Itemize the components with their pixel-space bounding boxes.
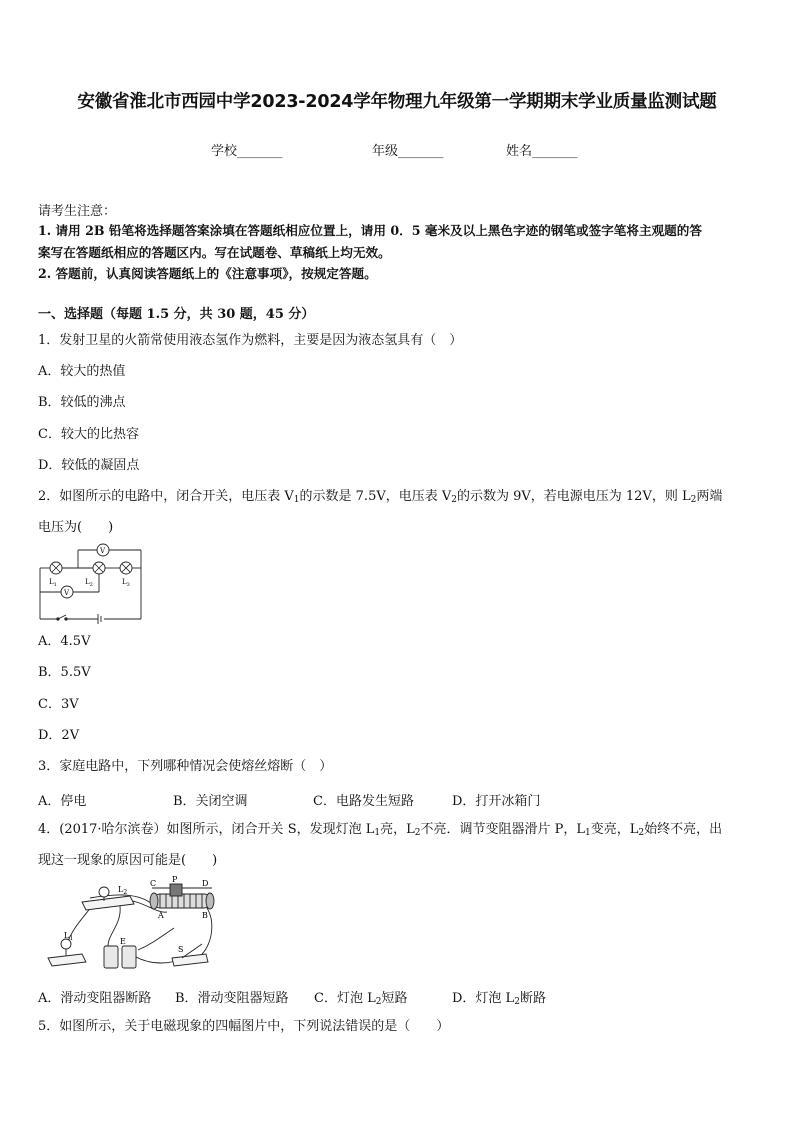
e-label: E [120,937,126,946]
notice-item-1-line-2: 案写在答题纸相应的答题区内。写在试题卷、草稿纸上均无效。 [38,245,391,260]
notice-item-2: 2. 答题前，认真阅读答题纸上的《注意事项》，按规定答题。 [38,266,377,281]
q4-option-c: C．灯泡 $L_2$短路 [314,991,408,1007]
q1-option-c: C．较大的比热容 [38,427,139,442]
q1-option-d: D．较低的凝固点 [38,458,140,473]
d-label: D [202,879,209,888]
exam-title: 安徽省淮北市西园中学2023-2024学年物理九年级第一学期期末学业质量监测试题 [77,92,717,112]
a-label: A [158,911,164,920]
v1-label: V [100,547,106,555]
l2-label: $L_2$ [85,578,93,588]
b-label: B [202,911,208,920]
q3-option-c: C．电路发生短路 [313,794,414,809]
grade-field: 年级_______ [372,144,444,159]
q1-stem: 1．发射卫星的火箭常使用液态氢作为燃料，主要是因为液态氢具有（ ） [38,333,463,348]
q4-stem-line-1: 4．(2017·哈尔滨卷）如图所示，闭合开关 S，发现灯泡 $L_1$亮，$L_2$不亮．调节变阻器滑片 P，$L_1$变亮，$L_2$始终不亮，出 [38,822,723,838]
q4-option-a: A．滑动变阻器断路 [38,991,152,1006]
q5-stem: 5．如图所示，关于电磁现象的四幅图片中，下列说法错误的是（ ） [38,1019,450,1034]
q4-apparatus-figure [42,874,222,974]
q2-option-b: B．5.5V [38,665,91,680]
q2-option-d: D．2V [38,728,80,743]
p-label: P [172,875,178,884]
name-field: 姓名_______ [506,144,578,159]
q2-circuit-figure [36,543,146,625]
q3-options [38,790,758,808]
q4-option-b: B．滑动变阻器短路 [175,991,289,1006]
section-heading: 一、选择题（每题 1.5 分，共 30 题，45 分） [38,307,315,322]
q3-option-a: A．停电 [38,794,87,809]
q1-option-b: B．较低的沸点 [38,395,126,410]
lamp-l2-icon [99,887,109,897]
q2-stem-line-2: 电压为( ) [38,520,114,535]
l3-label: $L_3$ [122,578,130,588]
c-label: C [150,879,157,888]
q3-stem: 3．家庭电路中，下列哪种情况会使熔丝熔断（ ） [38,759,333,774]
notice-heading: 请考生注意： [38,204,117,219]
l1-label: $L_1$ [49,578,57,588]
school-field: 学校_______ [211,144,283,159]
v2-label: V [64,589,70,597]
q2-option-c: C．3V [38,697,79,712]
battery-icon [104,946,136,968]
notice-item-1-line-1: 1. 请用 2B 铅笔将选择题答案涂填在答题纸相应位置上，请用 0．5 毫米及以上黑色字迹的钢笔或签字笔将主观题的答 [38,223,702,238]
s-label: S [178,945,184,954]
q4-option-d: D．灯泡 $L_2$断路 [452,991,546,1007]
q2-stem-line-1: 2．如图所示的电路中，闭合开关，电压表 $V_1$的示数是 7.5V，电压表 $V_2$的示数为 9V，若电源电压为 12V，则 $L_2$两端 [38,489,723,505]
q4-stem-line-2: 现这一现象的原因可能是( ) [38,853,218,868]
l2-label: $L_2$ [118,885,128,896]
q3-option-b: B．关闭空调 [173,794,248,809]
l1-label: $L_1$ [64,931,74,942]
q3-option-d: D．打开冰箱门 [452,794,541,809]
q4-options [38,987,758,1005]
q1-option-a: A．较大的热值 [38,364,126,379]
q2-option-a: A．4.5V [38,634,91,649]
